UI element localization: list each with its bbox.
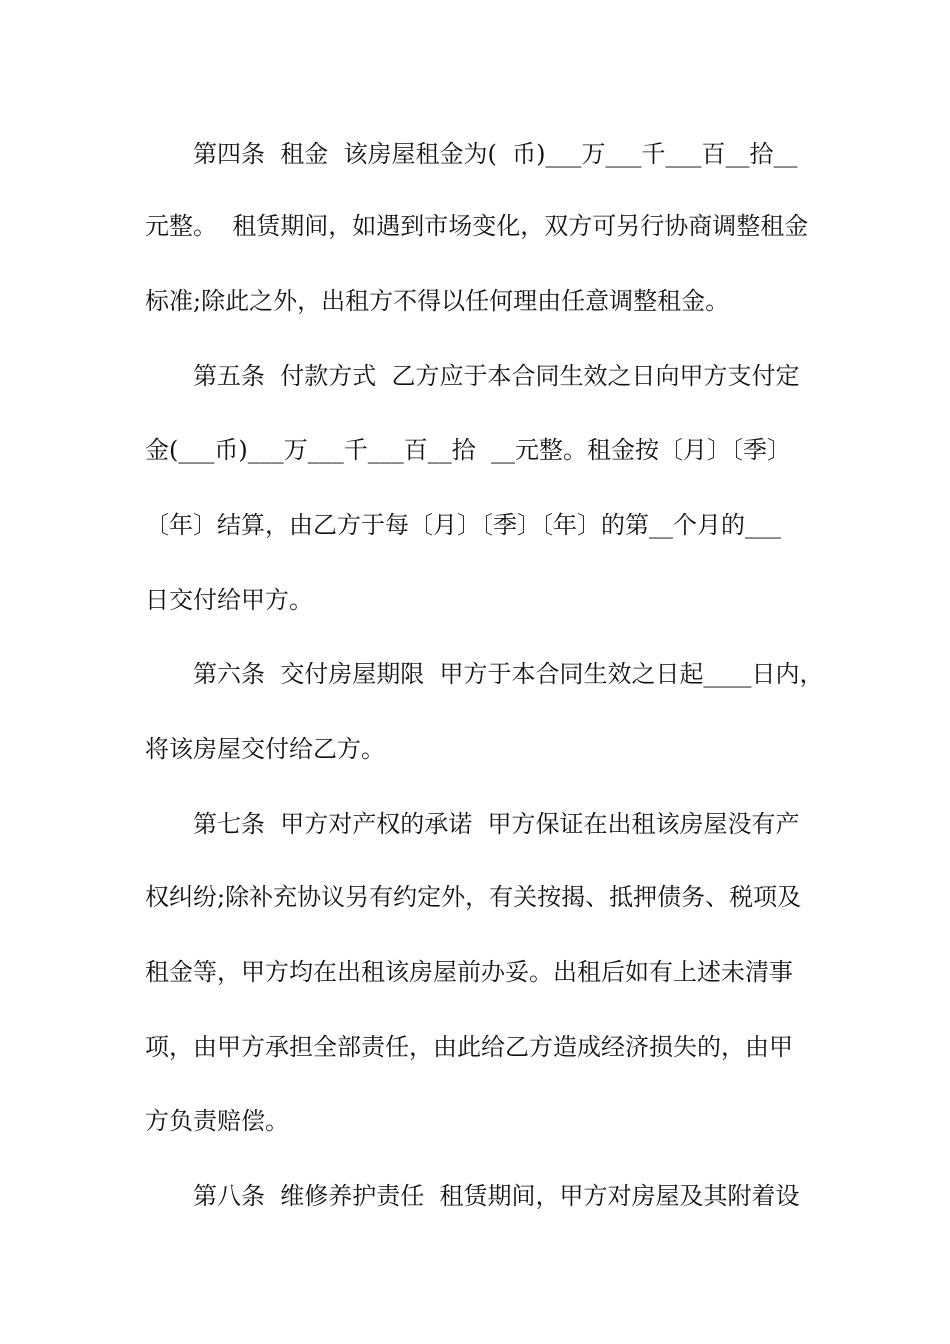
article-8-line-1: 第八条 维修养护责任 租赁期间，甲方对房屋及其附着设 — [193, 1182, 800, 1210]
article-5-line-4: 日交付给甲方。 — [145, 586, 313, 614]
article-5-line-2: 金(___币)___万___千___百__拾 __元整。租金按〔月〕〔季〕 — [145, 436, 791, 464]
article-7-line-3: 租金等，甲方均在出租该房屋前办妥。出租后如有上述未清事 — [145, 958, 793, 986]
article-7-line-4: 项，由甲方承担全部责任，由此给乙方造成经济损失的，由甲 — [145, 1033, 793, 1061]
article-7-line-1: 第七条 甲方对产权的承诺 甲方保证在出租该房屋没有产 — [193, 810, 800, 838]
article-6-line-1: 第六条 交付房屋期限 甲方于本合同生效之日起____日内， — [193, 660, 824, 688]
article-5-line-1: 第五条 付款方式 乙方应于本合同生效之日向甲方支付定 — [193, 362, 800, 390]
article-7-line-2: 权纠纷;除补充协议另有约定外，有关按揭、抵押债务、税项及 — [145, 883, 802, 911]
article-4-line-3: 标准;除此之外，出租方不得以任何理由任意调整租金。 — [145, 287, 730, 315]
article-5-line-3: 〔年〕结算，由乙方于每〔月〕〔季〕〔年〕的第__个月的___ — [145, 511, 781, 539]
article-4-line-2: 元整。 租赁期间，如遇到市场变化，双方可另行协商调整租金 — [145, 212, 809, 240]
article-6-line-2: 将该房屋交付给乙方。 — [145, 735, 385, 763]
article-4-line-1: 第四条 租金 该房屋租金为( 币)___万___千___百__拾__ — [193, 140, 798, 168]
article-7-line-5: 方负责赔偿。 — [145, 1107, 289, 1135]
